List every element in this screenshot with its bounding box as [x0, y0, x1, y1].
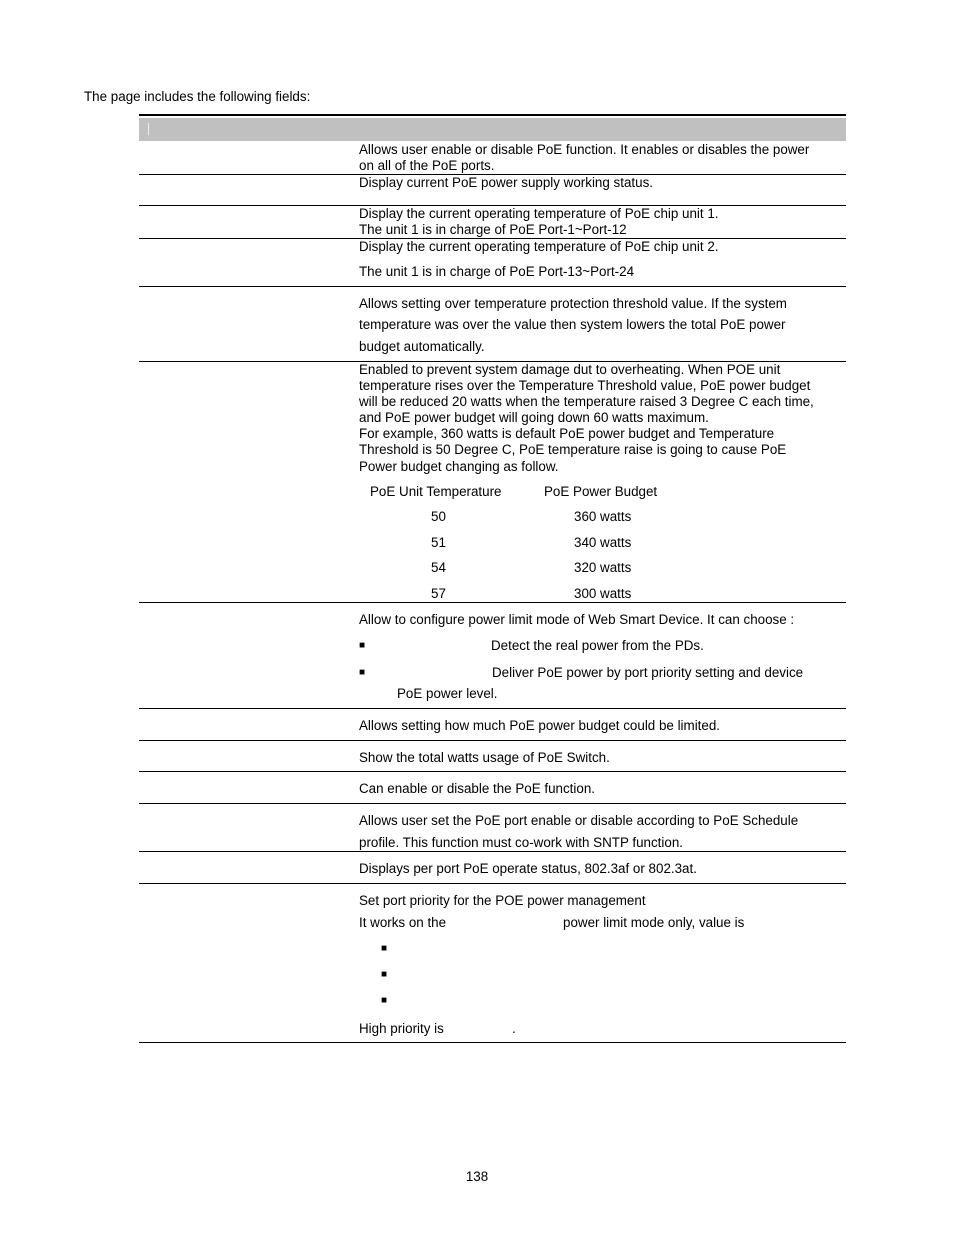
budget-table-row-4-temperature: 57: [431, 586, 446, 601]
row-temp-unit2-line-1: Display the current operating temperature of PoE chip unit 2.: [359, 239, 719, 254]
row-poe-function-line-1: Allows user enable or disable PoE function. It enables or disables the power: [359, 142, 810, 157]
page-number: 138: [465, 1169, 489, 1184]
budget-table-row-3-budget: 320 watts: [574, 560, 632, 575]
row-temp-threshold-line-1: Allows setting over temperature protection threshold value. If the system: [359, 296, 787, 311]
budget-table-header-budget: PoE Power Budget: [544, 484, 658, 499]
row-divider: [139, 883, 846, 884]
row-power-limit-mode-bullet-1: Detect the real power from the PDs.: [491, 638, 704, 653]
budget-table-header-temperature: PoE Unit Temperature: [370, 484, 502, 499]
budget-table-row-3-temperature: 54: [431, 560, 446, 575]
budget-table-row-1-temperature: 50: [431, 509, 446, 524]
row-port-priority-last-start: High priority is: [359, 1021, 444, 1036]
bullet-icon: ■: [381, 995, 388, 1006]
row-divider: [139, 771, 846, 772]
row-temp-protection-line-1: Enabled to prevent system damage dut to overheating. When POE unit: [359, 362, 781, 377]
row-power-limit-mode-bullet-2-line-1: Deliver PoE power by port priority setting and device: [492, 665, 804, 680]
row-temp-protection-line-5: For example, 360 watts is default PoE power budget and Temperature: [359, 426, 775, 441]
row-power-limit-mode-intro: Allow to configure power limit mode of Web Smart Device. It can choose :: [359, 612, 795, 627]
row-port-poe-function-line-1: Can enable or disable the PoE function.: [359, 781, 595, 796]
budget-table-row-2-budget: 340 watts: [574, 535, 632, 550]
table-header-row: [139, 118, 846, 141]
budget-table-row-2-temperature: 51: [431, 535, 446, 550]
row-poe-mode-line-1: Displays per port PoE operate status, 802.3af or 802.3at.: [359, 861, 697, 876]
row-port-priority-last-end: .: [512, 1021, 516, 1036]
row-temp-protection-line-3: will be reduced 20 watts when the temperature raised 3 Degree C each time,: [359, 394, 814, 409]
row-power-limit-mode-bullet-2-line-2: PoE power level.: [397, 686, 498, 701]
row-power-status-line-1: Display current PoE power supply working status.: [359, 175, 653, 190]
bullet-icon: ■: [359, 667, 366, 678]
budget-table-row-1-budget: 360 watts: [574, 509, 632, 524]
row-temp-protection-line-4: and PoE power budget will going down 60 watts maximum.: [359, 410, 709, 425]
row-power-usage-line-1: Show the total watts usage of PoE Switch.: [359, 750, 610, 765]
row-divider: [139, 708, 846, 709]
budget-table-row-4-budget: 300 watts: [574, 586, 632, 601]
row-port-priority-line-2-end: power limit mode only, value is: [563, 915, 745, 930]
row-temp-protection-line-2: temperature rises over the Temperature Threshold value, PoE power budget: [359, 378, 811, 393]
table-bottom-border: [139, 1042, 846, 1043]
row-temp-threshold-line-3: budget automatically.: [359, 339, 485, 354]
row-temp-protection-line-7: Power budget changing as follow.: [359, 459, 559, 474]
table-top-border: [139, 114, 846, 116]
intro-text: The page includes the following fields:: [84, 89, 311, 104]
row-temp-protection-line-6: Threshold is 50 Degree C, PoE temperature raise is going to cause PoE: [359, 442, 787, 457]
bullet-icon: ■: [381, 943, 388, 954]
row-divider: [139, 286, 846, 287]
row-divider: [139, 803, 846, 804]
bullet-icon: ■: [381, 969, 388, 980]
row-divider: [139, 851, 846, 852]
row-port-priority-line-1: Set port priority for the POE power management: [359, 893, 646, 908]
header-divider: [148, 123, 149, 135]
row-temp-unit1-line-2: The unit 1 is in charge of PoE Port-1~Port-12: [359, 222, 627, 237]
row-port-priority-line-2-start: It works on the: [359, 915, 447, 930]
row-poe-function-line-2: on all of the PoE ports.: [359, 158, 495, 173]
row-poe-schedule-line-2: profile. This function must co-work with SNTP function.: [359, 835, 683, 850]
row-divider: [139, 602, 846, 603]
row-temp-unit2-line-2: The unit 1 is in charge of PoE Port-13~Port-24: [359, 264, 635, 279]
bullet-icon: ■: [359, 640, 366, 651]
row-poe-schedule-line-1: Allows user set the PoE port enable or disable according to PoE Schedule: [359, 813, 799, 828]
row-power-budget-line-1: Allows setting how much PoE power budget could be limited.: [359, 718, 720, 733]
row-divider: [139, 740, 846, 741]
row-temp-unit1-line-1: Display the current operating temperature of PoE chip unit 1.: [359, 206, 719, 221]
row-temp-threshold-line-2: temperature was over the value then system lowers the total PoE power: [359, 317, 786, 332]
